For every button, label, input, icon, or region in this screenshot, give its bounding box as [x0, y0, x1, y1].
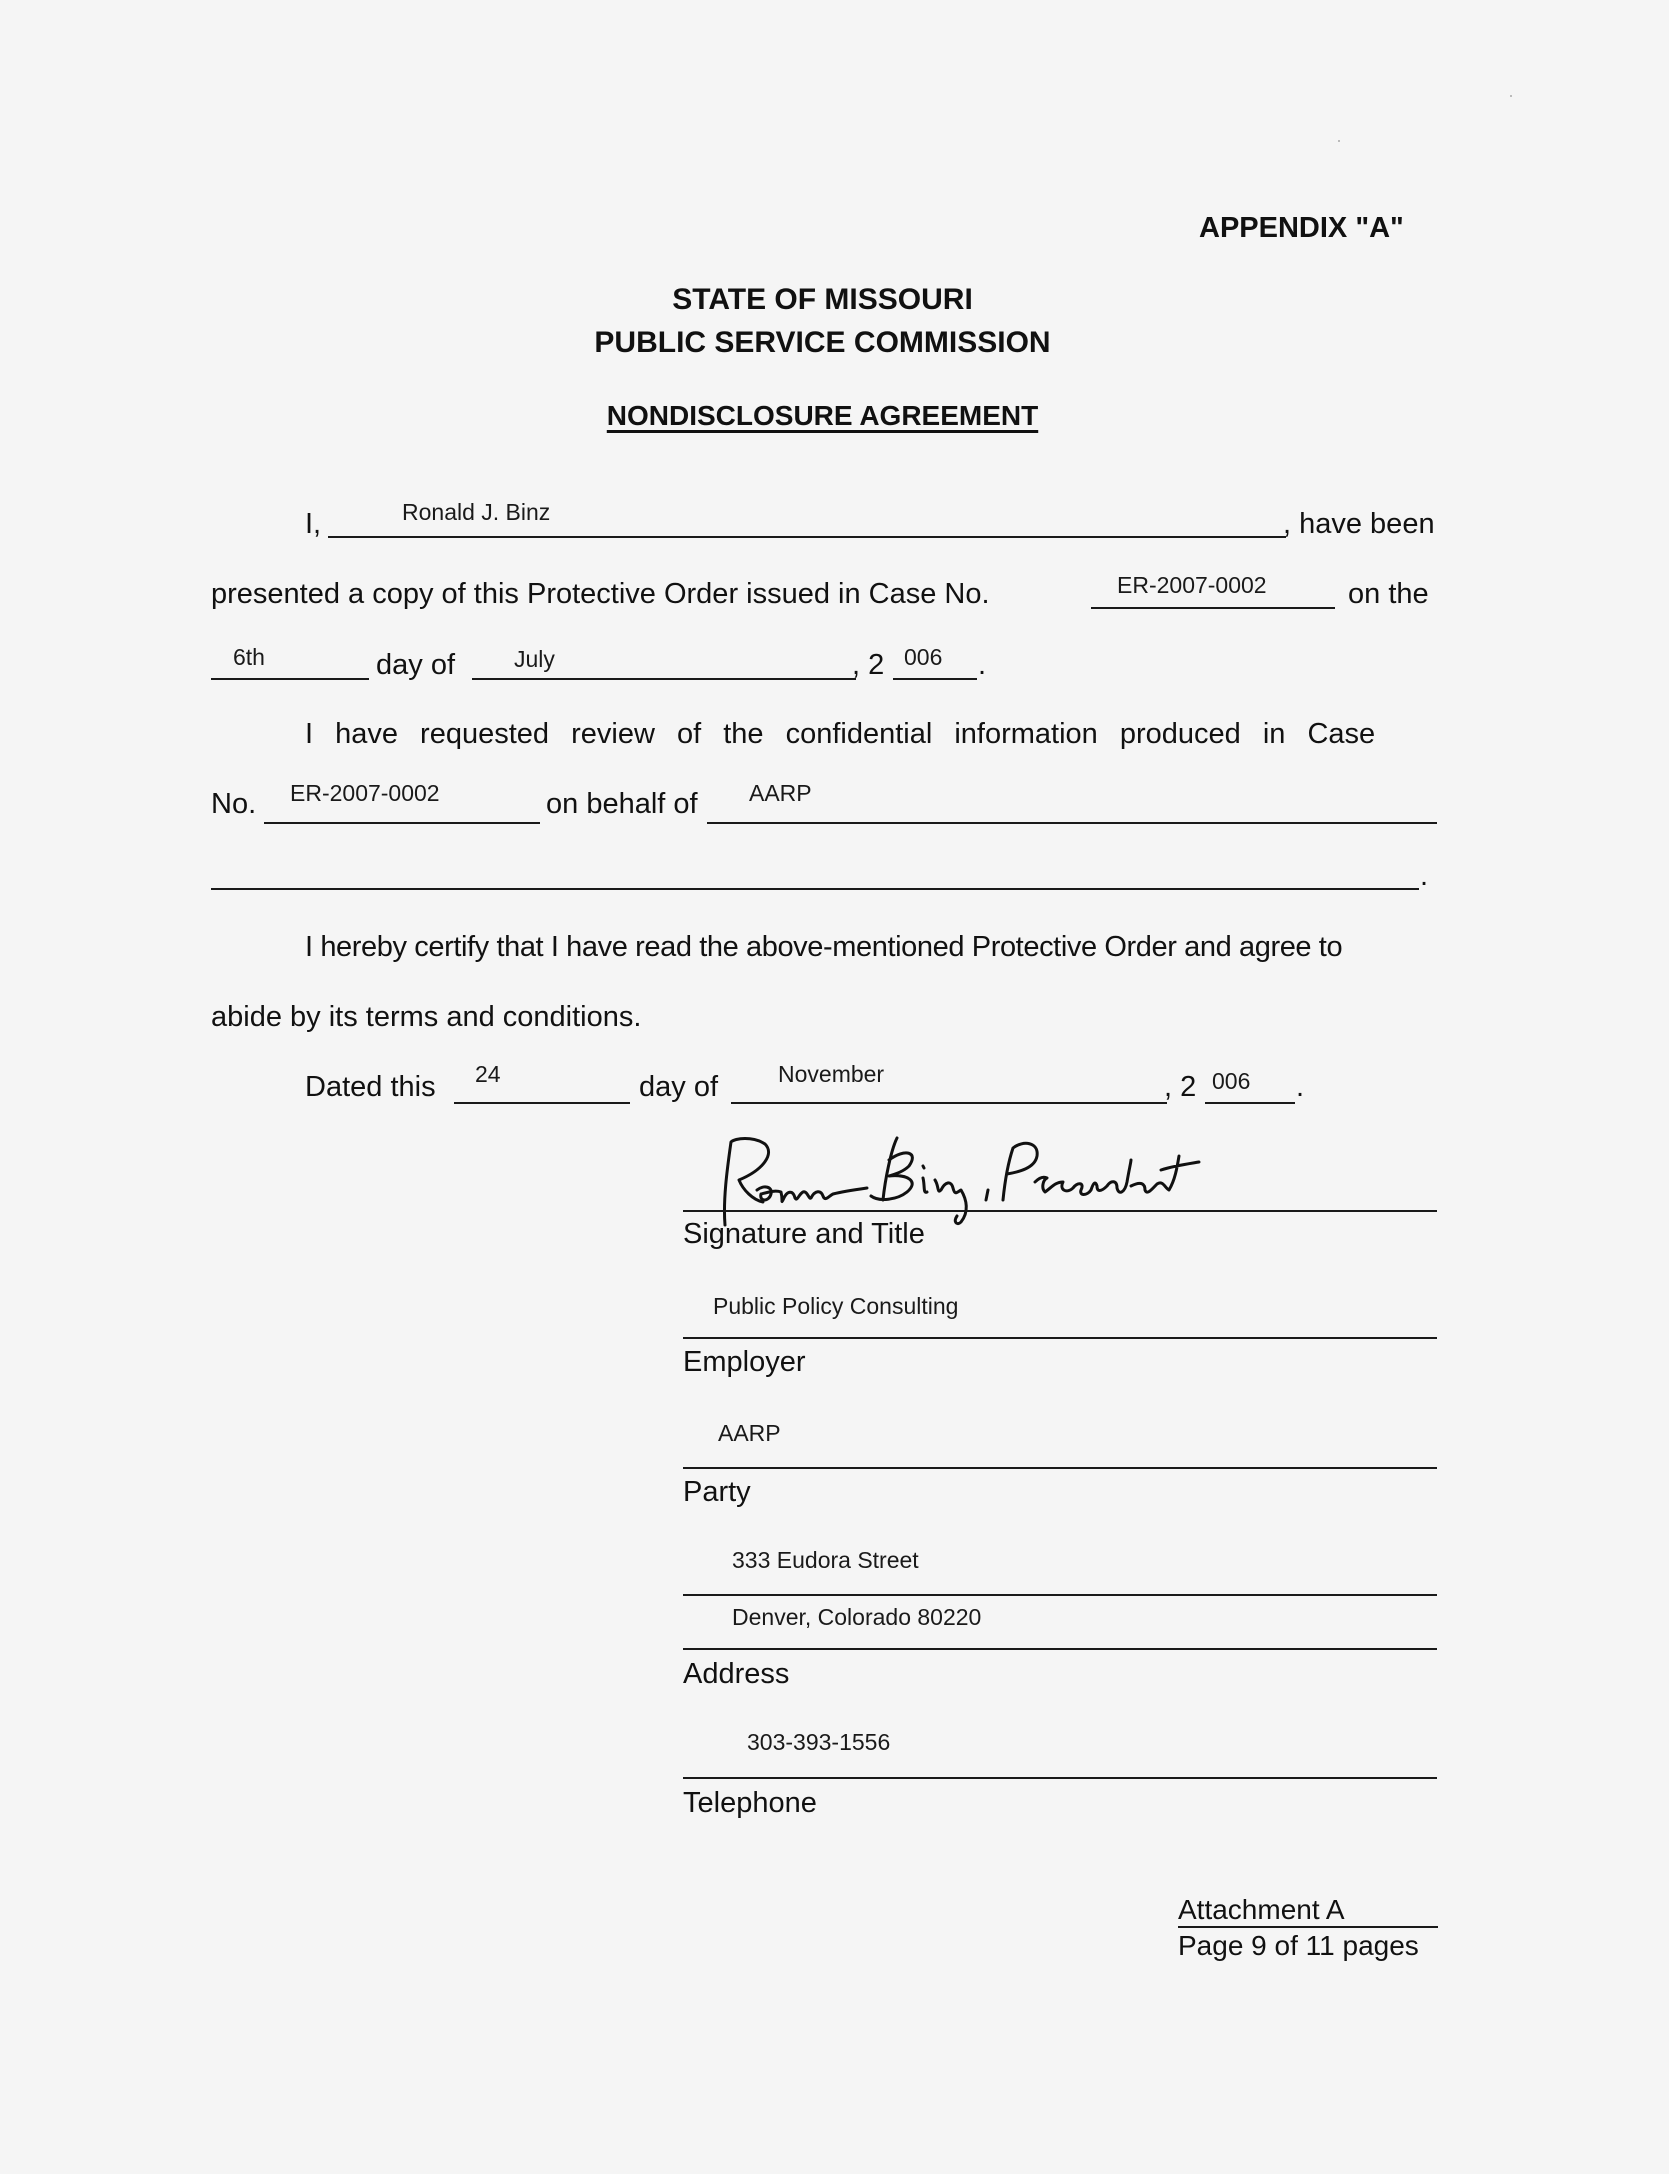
signature-comma [986, 1190, 988, 1200]
page-number: Page 9 of 11 pages [1178, 1930, 1419, 1961]
month-field-line[interactable] [472, 678, 856, 680]
dated-year-prefix: , 2 [1164, 1071, 1197, 1103]
telephone-field[interactable]: 303-393-1556 [747, 1729, 891, 1755]
address-line2-line[interactable] [683, 1648, 1437, 1650]
agreement-title-wrap [0, 400, 1645, 432]
dated-day-field[interactable]: 24 [475, 1061, 501, 1087]
case-no-field[interactable]: ER-2007-0002 [1117, 572, 1267, 598]
year-field[interactable]: 006 [904, 644, 943, 670]
behalf-field-line[interactable] [707, 822, 1437, 824]
case-no-field-2[interactable]: ER-2007-0002 [290, 780, 440, 806]
no-label: No. [211, 788, 257, 820]
period: . [978, 649, 987, 681]
scan-speck [1338, 140, 1340, 142]
year-field-line[interactable] [893, 678, 977, 680]
have-been-text: , have been [1283, 508, 1435, 540]
scan-speck [1510, 95, 1512, 97]
employer-field[interactable]: Public Policy Consulting [713, 1293, 959, 1319]
employer-line[interactable] [683, 1337, 1437, 1339]
month-field[interactable]: July [514, 646, 555, 672]
party-line[interactable] [683, 1467, 1437, 1469]
on-the-text: on the [1348, 578, 1429, 610]
name-field[interactable]: Ronald J. Binz [402, 499, 551, 525]
signature-stroke-president [1003, 1143, 1199, 1200]
appendix-label: APPENDIX "A" [1199, 212, 1404, 244]
signature-line[interactable] [683, 1210, 1437, 1212]
signature-label: Signature and Title [683, 1218, 925, 1250]
party-label: Party [683, 1476, 751, 1508]
dated-month-line[interactable] [731, 1102, 1167, 1104]
day-field[interactable]: 6th [233, 644, 265, 670]
dated-year-line[interactable] [1205, 1102, 1295, 1104]
dated-this-text: Dated this [305, 1071, 436, 1103]
address-line2-field[interactable]: Denver, Colorado 80220 [732, 1604, 982, 1630]
dated-day-of-text: day of [639, 1071, 718, 1103]
signature-stroke-b [871, 1138, 912, 1200]
review-text: I have requested review of the confidential information produced in Case [305, 718, 1376, 750]
i-prefix: I, [305, 508, 322, 540]
on-behalf-of-text: on behalf of [546, 788, 698, 820]
state-title: STATE OF MISSOURI [672, 283, 973, 316]
attachment-label: Attachment A [1178, 1894, 1345, 1925]
day-of-text: day of [376, 649, 455, 681]
day-field-line[interactable] [211, 678, 369, 680]
behalf-field-line-2[interactable] [211, 888, 1419, 890]
address-label: Address [683, 1658, 790, 1690]
address-line1-field[interactable]: 333 Eudora Street [732, 1547, 919, 1573]
address-line1-line[interactable] [683, 1594, 1437, 1596]
abide-text: abide by its terms and conditions. [211, 1001, 642, 1033]
case-no-field-line[interactable] [1091, 607, 1335, 609]
telephone-line[interactable] [683, 1777, 1437, 1779]
certify-text: I hereby certify that I have read the above-mentioned Protective Order and agree to [305, 931, 1343, 963]
dated-day-line[interactable] [454, 1102, 630, 1104]
dated-year-field[interactable]: 006 [1212, 1068, 1251, 1094]
dated-month-field[interactable]: November [778, 1061, 885, 1087]
party-field[interactable]: AARP [718, 1420, 781, 1446]
behalf-field[interactable]: AARP [749, 780, 812, 806]
signature-stroke-onn [757, 1187, 867, 1202]
year-prefix: , 2 [852, 649, 885, 681]
presented-text: presented a copy of this Protective Order issued in Case No. [211, 578, 990, 610]
commission-title: PUBLIC SERVICE COMMISSION [594, 326, 1051, 359]
employer-label: Employer [683, 1346, 806, 1378]
case-no-field-2-line[interactable] [264, 822, 540, 824]
signature-stroke-inz [923, 1166, 966, 1224]
telephone-label: Telephone [683, 1787, 817, 1819]
agreement-title: NONDISCLOSURE AGREEMENT [606, 400, 1039, 431]
dated-period: . [1296, 1071, 1305, 1103]
period-2: . [1420, 860, 1429, 892]
signature-stroke-r [724, 1139, 768, 1226]
name-field-line[interactable] [328, 536, 1286, 538]
attachment-underline [1178, 1926, 1438, 1928]
